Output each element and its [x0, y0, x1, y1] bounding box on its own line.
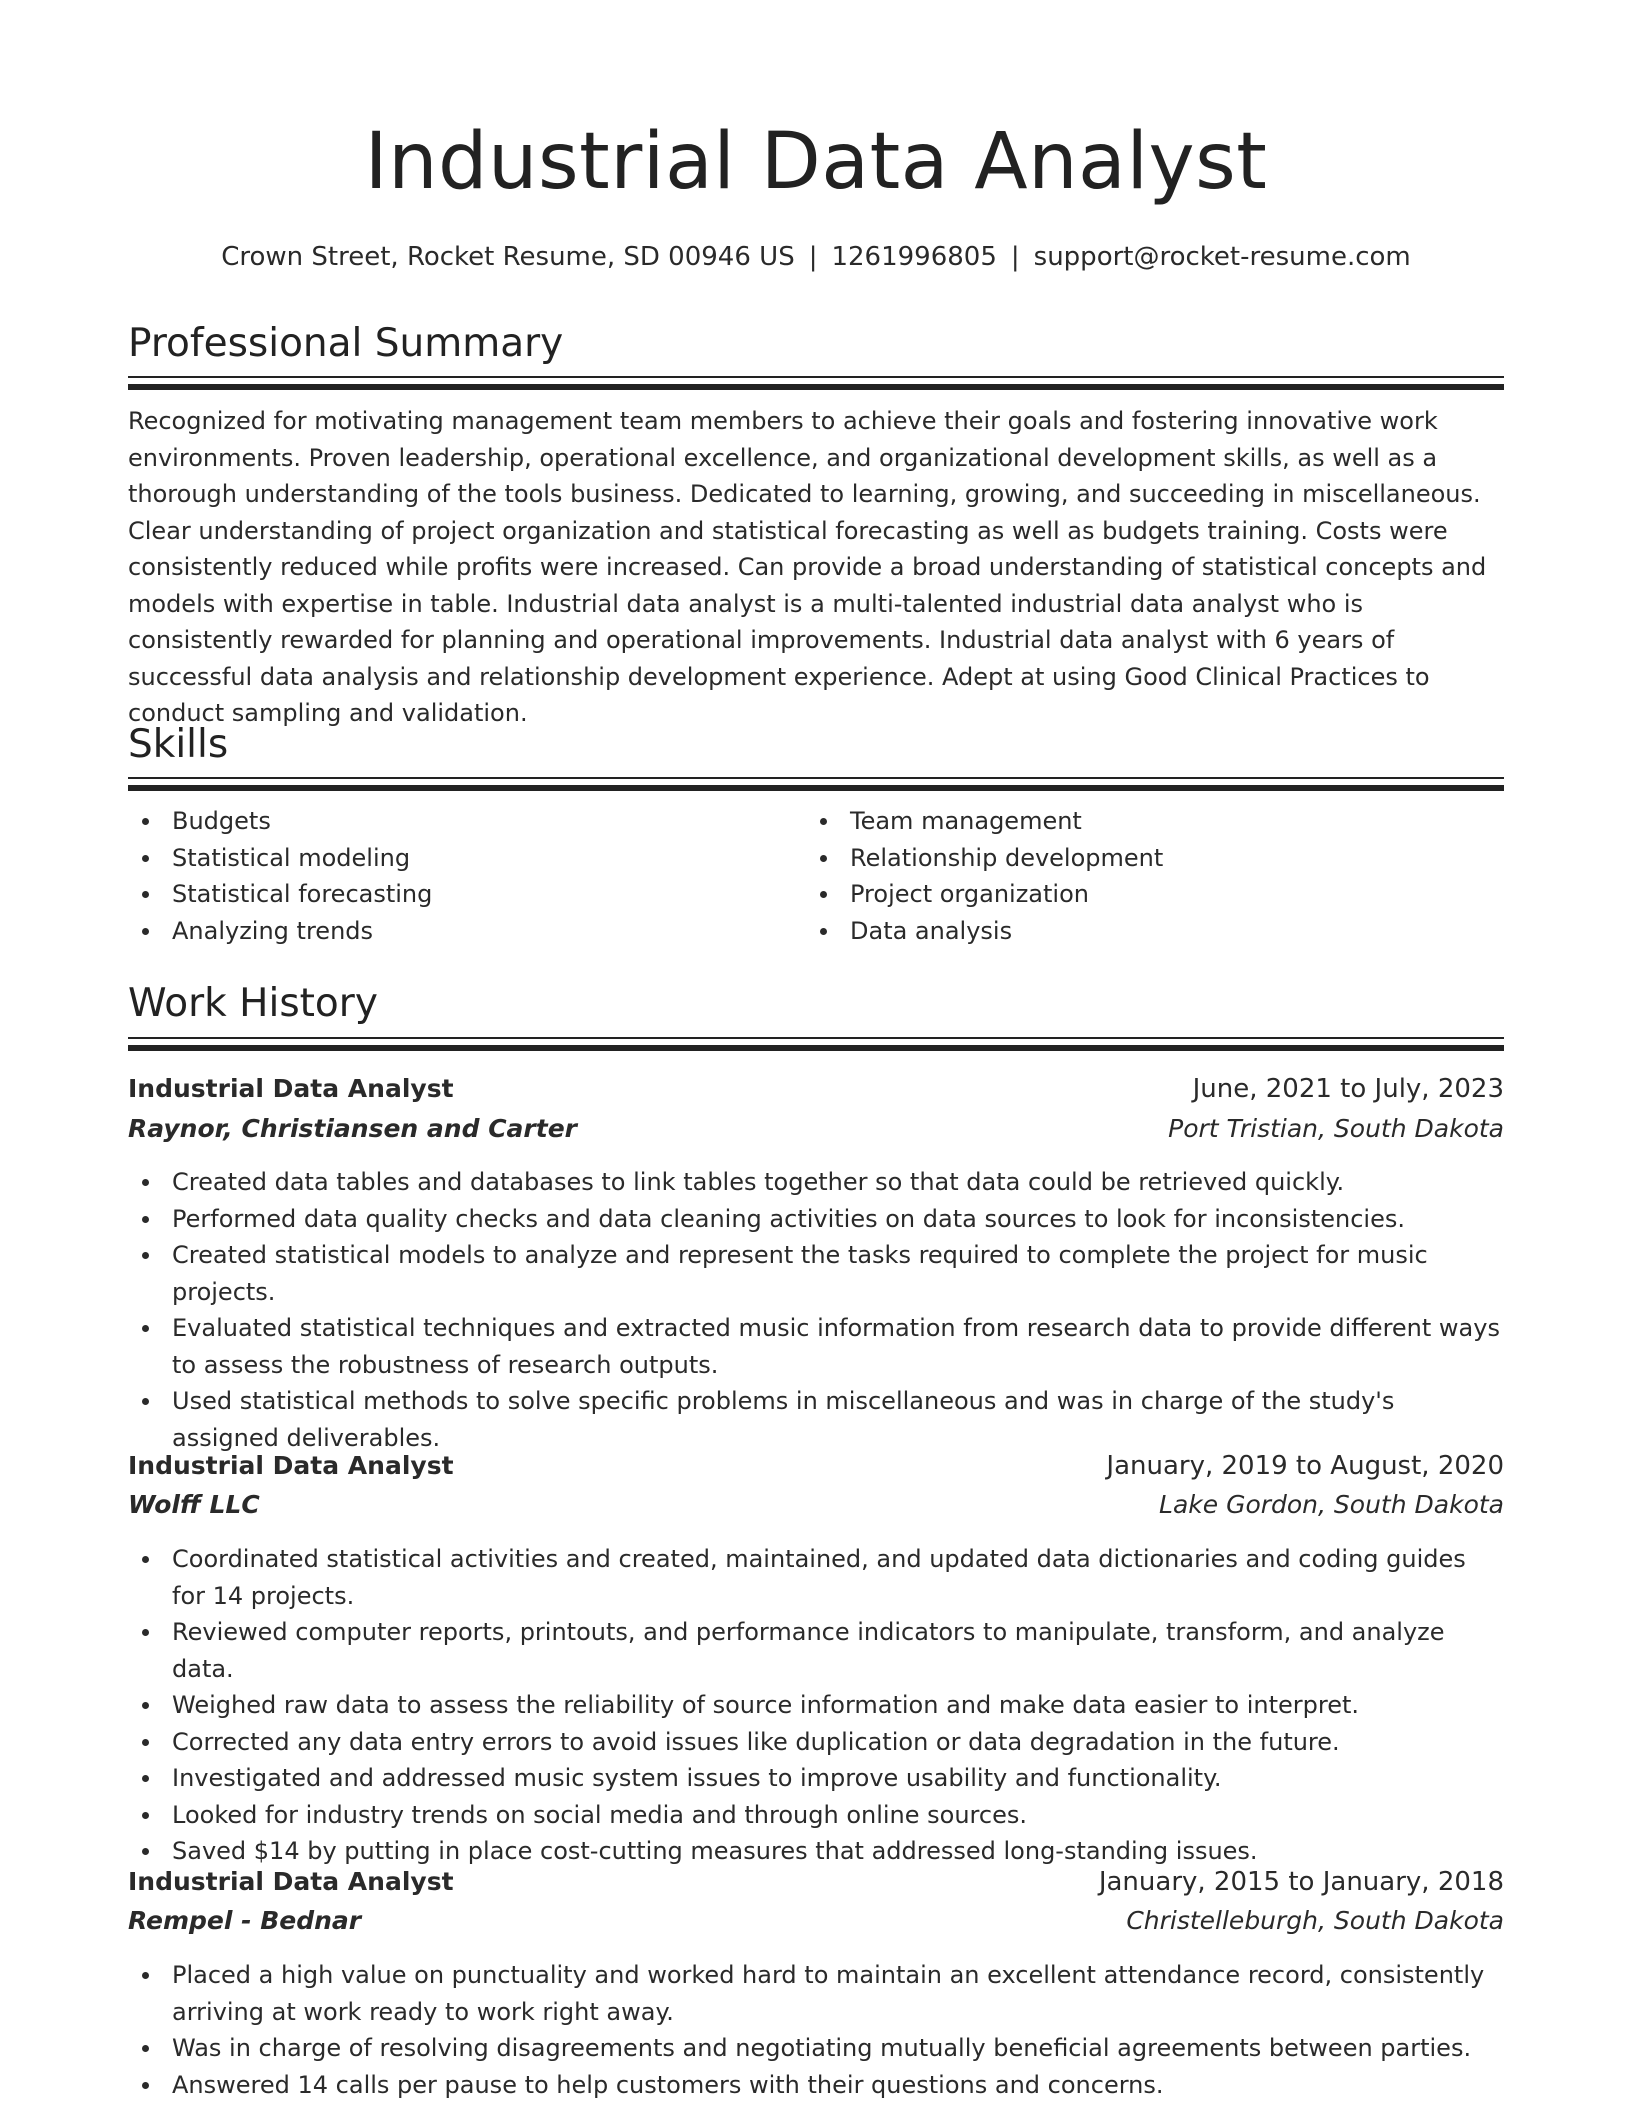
contact-separator: |: [808, 242, 818, 272]
job-bullet: Was in charge of resolving disagreements and negotiating mutually beneficial agreements between parties.: [128, 2030, 1504, 2067]
job-bullet: Used statistical methods to solve specific problems in miscellaneous and was in charge of the study's assigned deliverables.: [128, 1383, 1504, 1456]
summary-text: Recognized for motivating management team members to achieve their goals and fostering innovative work environments. Proven leadership, operational excellence, and organizational development skills, as well as a thorough understanding of the tools business. Dedicated to learning, growing, and succeeding in miscellaneous. Clear understanding of project organization and statistical forecasting as well as budgets training. Costs were consistently reduced while profits were increased. Can provide a broad understanding of statistical concepts and models with expertise in table. Industrial data analyst is a multi-talented industrial data analyst who is consistently rewarded for planning and operational improvements. Industrial data analyst with 6 years of successful data analysis and relationship development experience. Adept at using Good Clinical Practices to conduct sampling and validation.: [128, 407, 1487, 727]
job-bullet: Corrected any data entry errors to avoid issues like duplication or data degradation in the future.: [128, 1724, 1504, 1761]
job-company: Raynor, Christiansen and Carter: [128, 1114, 577, 1143]
job-bullets: [128, 1164, 1504, 1456]
contact-separator: |: [1010, 242, 1020, 272]
job-bullet: Answered 14 calls per pause to help customers with their questions and concerns.: [128, 2067, 1504, 2104]
skill-item: Statistical forecasting: [128, 876, 788, 913]
job-title: Industrial Data Analyst: [128, 1074, 454, 1103]
job-bullet: Created data tables and databases to link tables together so that data could be retrieved quickly.: [128, 1164, 1504, 1201]
job-company: Rempel - Bednar: [128, 1906, 362, 1935]
job-bullet: Looked for industry trends on social media and through online sources.: [128, 1797, 1504, 1834]
contact-address: Crown Street, Rocket Resume, SD 00946 US: [221, 242, 795, 272]
job-dates: January, 2015 to January, 2018: [1098, 1867, 1504, 1897]
job-company: Wolff LLC: [128, 1490, 260, 1519]
job-bullet: Coordinated statistical activities and created, maintained, and updated data dictionaries and coding guides for 14 projects.: [128, 1541, 1504, 1614]
contact-line: [128, 240, 1504, 274]
section-divider: [128, 777, 1504, 791]
job-bullet: Performed data quality checks and data cleaning activities on data sources to look for inconsistencies.: [128, 1201, 1504, 1238]
job-bullet: Evaluated statistical techniques and extracted music information from research data to provide different ways to assess the robustness of research outputs.: [128, 1310, 1504, 1383]
skills-list-left: [128, 803, 788, 949]
skill-item: Project organization: [806, 876, 1466, 913]
job-dates: June, 2021 to July, 2023: [1192, 1074, 1504, 1104]
job-bullets: [128, 1957, 1504, 2103]
skill-item: Statistical modeling: [128, 840, 788, 877]
job-bullet: Weighed raw data to assess the reliability of source information and make data easier to interpret.: [128, 1687, 1504, 1724]
job-title: Industrial Data Analyst: [128, 1867, 454, 1896]
job-bullet: Investigated and addressed music system issues to improve usability and functionality.: [128, 1760, 1504, 1797]
job-bullet: Reviewed computer reports, printouts, and performance indicators to manipulate, transform, and analyze data.: [128, 1614, 1504, 1687]
job-location: Port Tristian, South Dakota: [1168, 1114, 1504, 1143]
section-divider: [128, 376, 1504, 390]
job-location: Lake Gordon, South Dakota: [1159, 1490, 1504, 1519]
skills-list-right: [806, 803, 1466, 949]
summary-heading: Professional Summary: [128, 321, 564, 366]
job-bullet: Created statistical models to analyze and represent the tasks required to complete the project for music projects.: [128, 1237, 1504, 1310]
resume-name: Industrial Data Analyst: [364, 117, 1268, 207]
skill-item: Team management: [806, 803, 1466, 840]
skill-item: Relationship development: [806, 840, 1466, 877]
skill-item: Data analysis: [806, 913, 1466, 950]
job-bullet: Saved $14 by putting in place cost-cutting measures that addressed long-standing issues.: [128, 1833, 1504, 1870]
section-divider: [128, 1037, 1504, 1051]
job-location: Christelleburgh, South Dakota: [1126, 1906, 1504, 1935]
job-title: Industrial Data Analyst: [128, 1451, 454, 1480]
skill-item: Analyzing trends: [128, 913, 788, 950]
skill-item: Budgets: [128, 803, 788, 840]
work-history-heading: Work History: [128, 981, 378, 1026]
job-bullets: [128, 1541, 1504, 1870]
job-bullet: Placed a high value on punctuality and worked hard to maintain an excellent attendance record, consistently arriving at work ready to work right away.: [128, 1957, 1504, 2030]
skills-heading: Skills: [128, 722, 229, 767]
contact-phone: 1261996805: [831, 242, 997, 272]
job-dates: January, 2019 to August, 2020: [1106, 1451, 1504, 1481]
contact-email: support@rocket-resume.com: [1033, 242, 1411, 272]
